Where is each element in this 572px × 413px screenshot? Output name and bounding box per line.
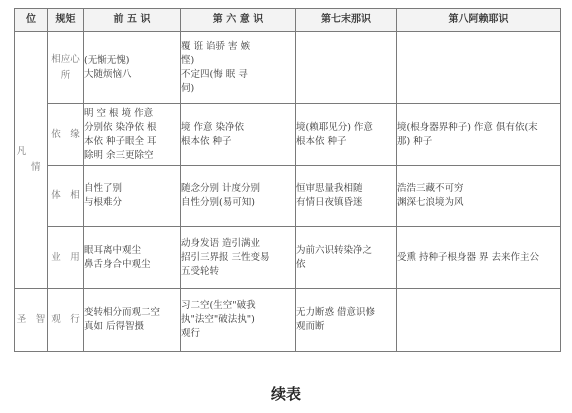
header-eighth: 第八阿赖耶识: [397, 9, 561, 32]
cell-line: 执"法空"破法执"): [181, 313, 255, 325]
cell-line: 依: [296, 258, 306, 270]
cell-line: 分别依 染净依 根: [84, 121, 157, 133]
table-row: [15, 32, 561, 104]
cell-line: 变转相分而观二空: [84, 306, 161, 318]
cell-line: 大随烦恼八: [84, 68, 132, 80]
cell-eighth: [397, 227, 561, 288]
cell-sixth: [181, 288, 296, 351]
cell-sixth: [181, 104, 296, 166]
row-label: 观 行: [48, 288, 84, 351]
cell-line: 覆 诳 谄骄 害 嫉: [181, 40, 251, 52]
cell-line: 招引三界报 三性变易: [181, 251, 270, 263]
cell-first-five: [84, 288, 181, 351]
cell-line: 有情日夜镇昏迷: [296, 197, 363, 209]
cell-line: 悭): [181, 54, 195, 66]
row-label: 业 用: [48, 227, 84, 288]
cell-seventh: [296, 104, 397, 166]
cell-line: 浩浩三藏不可穷: [397, 183, 464, 195]
cell-line: 除明 余三更除空: [84, 149, 154, 161]
cell-line: 无力断惑 借意识修: [296, 306, 376, 318]
cell-line: 渊深七浪境为风: [397, 197, 464, 209]
cell-line: 与根难分: [84, 197, 123, 209]
table-row: [15, 288, 561, 351]
cell-line: 自性了别: [84, 183, 123, 195]
cell-eighth: [397, 32, 561, 104]
group-label: 凡 情: [15, 32, 48, 289]
cell-first-five: [84, 104, 181, 166]
header-category: 规矩: [48, 9, 84, 32]
cell-eighth: [397, 166, 561, 227]
cell-line: 根本依 种子: [181, 135, 232, 147]
group-label: 圣 智: [15, 288, 48, 351]
cell-line: 习二空(生空"破我: [181, 299, 256, 311]
cell-line: 鼻舌身合中观尘: [84, 258, 151, 270]
cell-line: 境(根身器界种子) 作意 俱有依(末: [397, 121, 538, 133]
row-label: 依 缘: [48, 104, 84, 166]
cell-seventh: [296, 288, 397, 351]
header-row: [15, 9, 561, 32]
continued-caption: 续表: [270, 385, 301, 403]
cell-line: 真如 后得智摄: [84, 320, 145, 332]
cell-line: 观行: [181, 327, 201, 339]
cell-line: 不定四(悔 眠 寻: [181, 68, 248, 80]
cell-line: (无惭无愧): [84, 54, 130, 66]
cell-line: 境 作意 染净依: [181, 121, 245, 133]
cell-line: 受熏 持种子根身器 界 去来作主公: [397, 251, 540, 263]
cell-line: 自性分别(易可知): [181, 197, 255, 209]
cell-sixth: [181, 227, 296, 288]
cell-line: 随念分别 计度分别: [181, 183, 261, 195]
header-first-five: 前 五 识: [84, 9, 181, 32]
cell-sixth: [181, 32, 296, 104]
cell-line: 恒审思量我相随: [296, 183, 363, 195]
table-row: [15, 166, 561, 227]
cell-eighth: [397, 104, 561, 166]
cell-line: 那) 种子: [397, 135, 433, 147]
cell-line: 伺): [181, 82, 195, 94]
table-row: [15, 227, 561, 288]
cell-line: 动身发语 造引满业: [181, 237, 261, 249]
cell-line: 本依 种子眼全 耳: [84, 135, 157, 147]
cell-line: 五受轮转: [181, 265, 220, 277]
vijnana-table: [14, 8, 561, 352]
row-label: 相应心所: [48, 32, 84, 104]
header-seventh: 第七末那识: [296, 9, 397, 32]
row-label: 体 相: [48, 166, 84, 227]
header-position: 位: [15, 9, 48, 32]
cell-first-five: [84, 32, 181, 104]
cell-seventh: [296, 166, 397, 227]
cell-first-five: [84, 166, 181, 227]
cell-line: 为前六识转染净之: [296, 244, 373, 256]
cell-line: 眼耳离中观尘: [84, 244, 142, 256]
cell-line: 根本依 种子: [296, 135, 347, 147]
header-sixth: 第 六 意 识: [181, 9, 296, 32]
cell-eighth: [397, 288, 561, 351]
cell-first-five: [84, 227, 181, 288]
cell-seventh: [296, 32, 397, 104]
cell-line: 观而断: [296, 320, 325, 332]
cell-seventh: [296, 227, 397, 288]
table-row: [15, 104, 561, 166]
cell-line: 境(赖耶见分) 作意: [296, 121, 373, 133]
cell-line: 明 空 根 境 作意: [84, 107, 154, 119]
cell-sixth: [181, 166, 296, 227]
